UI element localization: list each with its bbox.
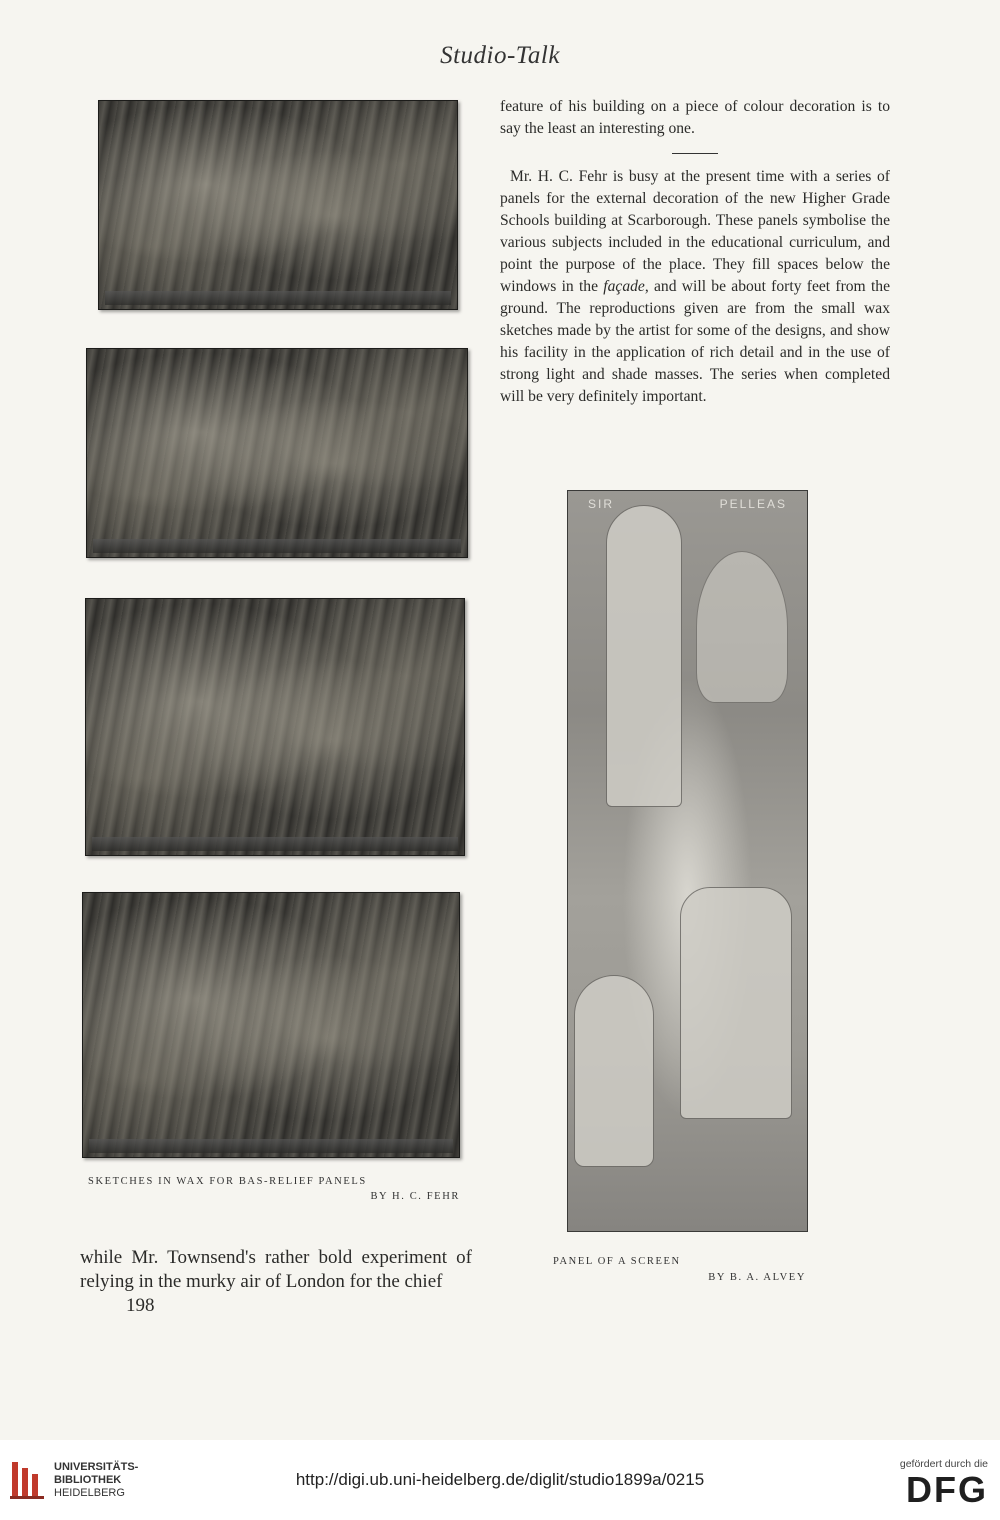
screen-title-right: PELLEAS xyxy=(719,497,787,511)
body-text-column xyxy=(500,96,890,408)
dfg-logo-text: DFG xyxy=(906,1469,988,1510)
paragraph-2-part-a: Mr. H. C. Fehr is busy at the present time with a series of panels for the external decoration of the new Higher Grade Schools building at Scarborough. These panels symbolise the various subjects included in the educational curriculum, and point the purpose of the place. They fill spaces below the windows in the xyxy=(500,168,890,295)
paragraph-1: feature of his building on a piece of colour decoration is to say the least an interesting one. xyxy=(500,98,890,137)
floral-motif xyxy=(696,551,788,703)
library-line-3: HEIDELBERG xyxy=(54,1486,125,1499)
standing-figure xyxy=(606,505,682,807)
paragraph-2-part-b: , and will be about forty feet from the ground. The reproductions given are from the small wax sketches made by the artist for some of the designs, and show his facility in the application of rich detail and in the use of strong light and shade masses. The series when completed will be very definitely important. xyxy=(500,278,890,405)
relief-caption-line2: BY H. C. FEHR xyxy=(370,1191,460,1202)
section-divider xyxy=(672,153,718,154)
bas-relief-panel-1 xyxy=(98,100,458,310)
dancing-figure xyxy=(680,887,792,1119)
bas-relief-panel-2 xyxy=(86,348,468,558)
bas-relief-panel-4 xyxy=(82,892,460,1158)
page-number: 198 xyxy=(126,1295,155,1316)
bas-relief-panel-3 xyxy=(85,598,465,856)
relief-caption xyxy=(88,1176,460,1202)
bottom-left-text xyxy=(80,1246,472,1294)
screen-caption-line1: PANEL OF A SCREEN xyxy=(553,1256,681,1267)
screen-panel-illustration xyxy=(567,490,808,1232)
footer-bar xyxy=(0,1440,1000,1520)
funded-by-label: gefördert durch die xyxy=(899,1458,988,1470)
paragraph-2 xyxy=(500,166,890,408)
bottom-left-paragraph: while Mr. Townsend's rather bold experiment of relying in the murky air of London for the chief xyxy=(80,1247,472,1292)
permalink-url[interactable]: http://digi.ub.uni-heidelberg.de/diglit/studio1899a/0215 xyxy=(295,1470,705,1489)
kneeling-figure xyxy=(574,975,654,1167)
library-line-1: UNIVERSITÄTS- xyxy=(54,1460,139,1473)
screen-caption xyxy=(553,1256,806,1283)
relief-caption-line1: SKETCHES IN WAX FOR BAS-RELIEF PANELS xyxy=(88,1176,367,1187)
funder-logo[interactable] xyxy=(900,1458,988,1510)
screen-caption-line2: BY B. A. ALVEY xyxy=(708,1272,806,1283)
library-line-2: BIBLIOTHEK xyxy=(54,1473,122,1486)
screen-title-left: SIR xyxy=(588,497,615,511)
screen-panel-title xyxy=(588,497,787,511)
running-head: Studio-Talk xyxy=(440,42,560,69)
paragraph-2-italic: façade xyxy=(603,278,645,295)
